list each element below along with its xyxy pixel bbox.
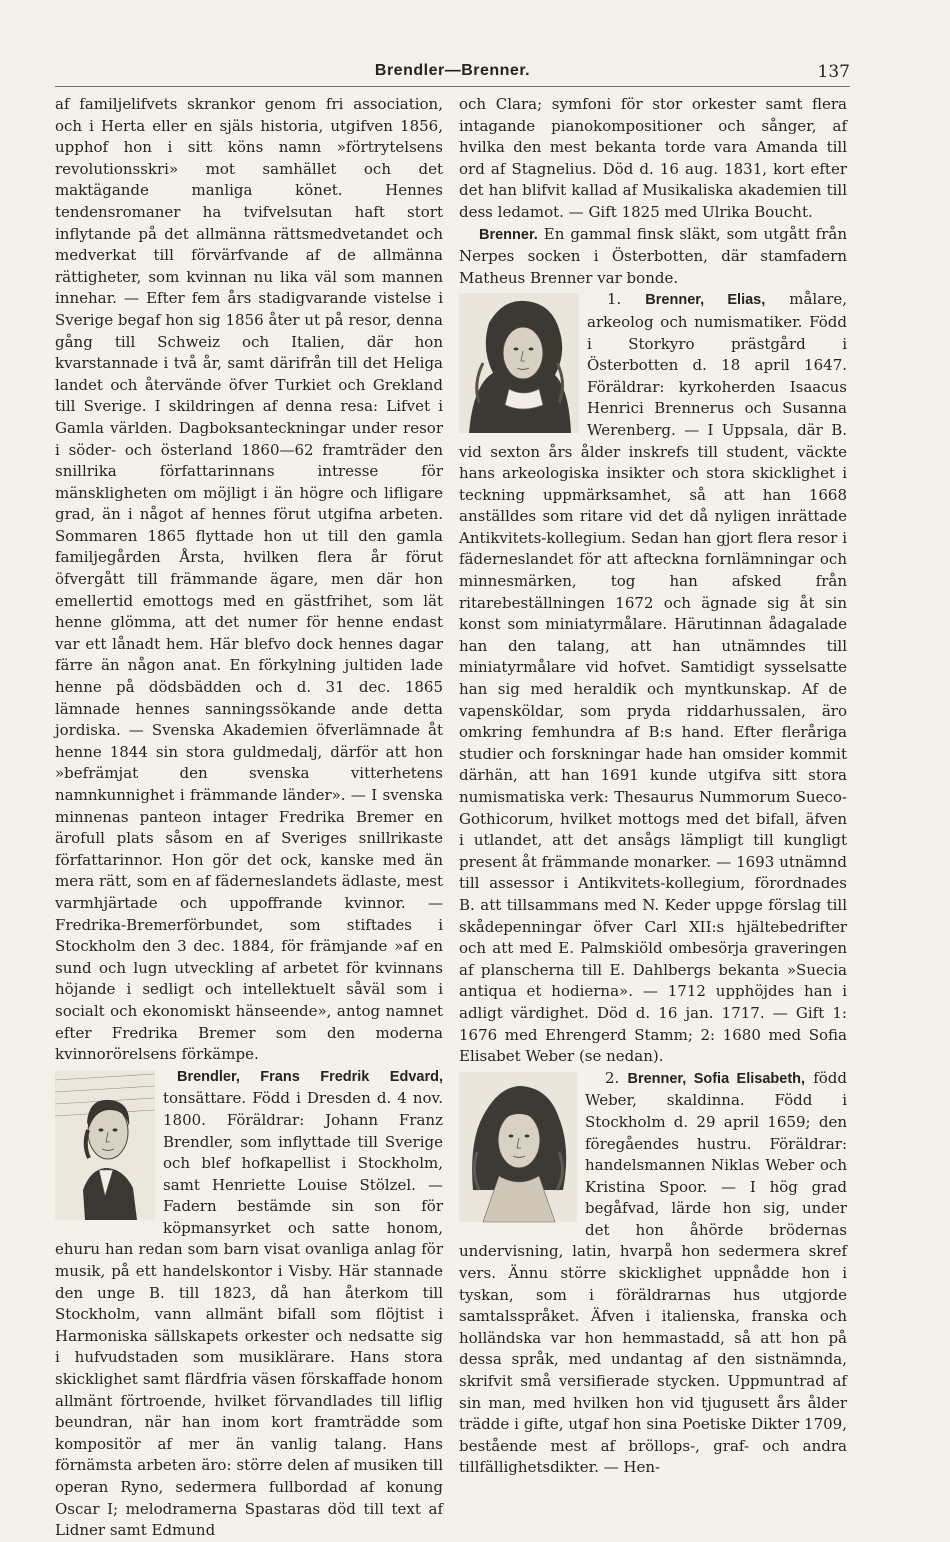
sofia-brenner-entry (459, 1068, 847, 1479)
brenner-family-entry (459, 224, 847, 290)
sofia-entry-number: 2. (605, 1068, 620, 1087)
brenner-family-text: En gammal finsk släkt, som utgått från Nerpes socken i Österbotten, där stamfadern Matheus Brenner var bonde. (459, 224, 847, 287)
brendler-continuation-text: och Clara; symfoni för stor orkester samt flera intagande pianokompositioner och sånger, af hvilka den mest bekanta torde vara Amanda till ord af Stagnelius. Död d. 16 aug. 1831, kort efter det han blifvit kallad af Musikaliska akademien till dess ledamot. — Gift 1825 med Ulrika Boucht. (459, 95, 847, 221)
elias-entry-number: 1. (607, 290, 622, 309)
elias-brenner-text: målare, arkeolog och numismatiker. Född i Storkyro prästgård i Österbotten d. 18 april 1647. Föräldrar: kyrkoherden Isaacus Henrici Brennerus och Susanna Werenberg. — I Uppsala, där B. vid sexton års ålder inskrefs till student, väckte hans arkeologiska insikter och stora skicklighet i teckning uppmärksamhet, så att han 1668 anställdes som ritare vid det då nyligen inrättade Antikvitets-kollegium. Sedan han gjort flera resor i fäderneslandet för att afteckna fornlämningar och minnesmärken, tog han afsked från ritarebeställningen 1672 och ägnade sig åt sin konst som miniatyrmålare. Härutinnan ådagalade han den talang, att han utnämndes till miniatyrmålare vid hofvet. Samtidigt sysselsatte han sig med heraldik och myntkunskap. Af de vapensköldar, som pryda riddarhussalen, äro omkring femhundra af B:s hand. Efter fleråriga studier och forskningar hade han omsider kommit därhän, att han 1691 kunde utgifva sitt stora numismatiska verk: Thesaurus Nummorum Sueco-Gothicorum, hvilket mottogs med det bifall, äfven i utlandet, att det ansågs lämpligt till kungligt present åt främmande monarker. — 1693 utnämnd till assessor i Antikvitets-kollegium, förordnades B. att tillsammans med N. Keder uppge förslag till skådepenningar öfver Carl XII:s hjältebedrifter och att med E. Palmskiöld ombesörja graveringen af planscherna till E. Dahlbergs bekanta »Suecia antiqua et hodierna». — 1712 upphöjdes han i adligt värdighet. Död d. 16 jan. 1717. — Gift 1: 1676 med Ehrengerd Stamm; 2: 1680 med Sofia Elisabet Weber (se nedan). (459, 290, 847, 1066)
brenner-family-heading: Brenner. (479, 226, 538, 243)
sofia-brenner-heading: Brenner, Sofia Elisabeth, (627, 1070, 806, 1087)
page-number: 137 (817, 62, 850, 82)
elias-brenner-heading: Brenner, Elias, (645, 292, 766, 309)
right-column (459, 94, 847, 1477)
elias-brenner-portrait (459, 293, 579, 433)
header-rule (55, 86, 850, 87)
bremer-continuation-text: af familjelifvets skrankor genom fri association, och i Herta eller en själs historia, utgifven 1856, upphof hon i sitt köns namn »förtrytelsens revolutionsskri» mot samhället och det maktägande manliga könet. Hennes tendensromaner ha tvifvelsutan haft stort inflytande på det allmänna rättsmedvetandet och medverkat till förvärfvande af de allmänna rättigheter, som kvinnan nu lika väl som mannen innehar. — Efter fem års stadigvarande vistelse i Sverige begaf hon sig 1856 åter ut på resor, denna gång till Schweiz och Italien, där hon kvarstannade i två år, samt därifrån till det Heliga landet och återvände öfver Turkiet och Grekland till Sverige. I skildringen af denna resa: Lifvet i Gamla världen. Dagboksanteckningar under resor i söder- och österland 1860—62 framträder den snillrika författarinnans intresse för mänskligheten om möjligt i än högre och lifligare grad, än i något af hennes förut utgifna arbeten. Sommaren 1865 flyttade hon ut till den gamla familjegården Årsta, hvilken flera år förut öfvergått till främmande ägare, men där hon emellertid emottogs med en gästfrihet, som lät henne glömma, att det numer för henne endast var ett lånadt hem. Här blefvo dock hennes dagar färre än någon anat. En förkylning jultiden lade henne på dödsbädden och d. 31 dec. 1865 lämnade hennes sanningssökande ande detta jordiska. — Svenska Akademien öfverlämnade åt henne 1844 sin stora guldmedalj, därför att hon »befrämjat den svenska vitterhetens namnkunnighet i främmande länder». — I svenska minnenas panteon intager Fredrika Bremer en ärofull plats såsom en af Sveriges snillrikaste författarinnor. Hon gör det ock, kanske med än mera rätt, som en af fäderneslandets ädlaste, mest varmhjärtade och uppoffrande kvinnor. — Fredrika-Bremerförbundet, som stiftades i Stockholm den 3 dec. 1884, för främjande »af en sund och lugn utveckling af arbetet för kvinnans höjande i sedligt och intellektuelt såväl som i socialt och ekonomiskt hänseende», antog namnet efter Fredrika Bremer som den moderna kvinnorörelsens förkämpe. (55, 95, 443, 1064)
brendler-portrait (55, 1070, 155, 1220)
sofia-brenner-portrait-engraving (459, 1072, 577, 1222)
sofia-brenner-text: född Weber, skaldinna. Född i Stockholm d. 29 april 1659; den föregåendes hustru. Föräldrar: handelsmannen Niklas Weber och Kristina Spoor. — I hög grad begåfvad, lärde hon sig, under det hon åhörde brödernas undervisning, latin, hvarpå hon sedermera skref vers. Ännu större skicklighet uppnådde hon i tyskan, som i föräldrarnas hus utgjorde samtalsspråket. Äfven i italienska, franska och holländska var hon hemmastadd, så att hon på dessa språk, med undantag af den sistnämnda, skrifvit små versifierade stycken. Uppmuntrad af sin man, med hvilken hon vid tjugusett års ålder trädde i gifte, utgaf hon sina Poetiske Dikter 1709, bestående mest af bröllops-, graf- och andra tillfällighetsdikter. — Hen- (459, 1068, 847, 1477)
brendler-portrait-engraving (55, 1070, 155, 1220)
running-head: Brendler—Brenner. (374, 62, 531, 79)
brendler-entry (55, 1066, 443, 1542)
elias-brenner-portrait-engraving (459, 293, 579, 433)
brendler-heading: Brendler, Frans Fredrik Edvard, (177, 1068, 443, 1085)
sofia-brenner-portrait (459, 1072, 577, 1222)
left-column (55, 94, 443, 1540)
brendler-text: tonsättare. Född i Dresden d. 4 nov. 1800. Föräldrar: Johann Franz Brendler, som inflyttade till Sverige och blef hofkapellist i Stockholm, samt Henriette Louise Stölzel. — Fadern bestämde sin son för köpmansyrket och satte honom, ehuru han redan som barn visat ovanliga anlag för musik, på ett handelskontor i Visby. Här stannade den unge B. till 1823, då han återkom till Stockholm, vann allmänt bifall som flöjtist i Harmoniska sällskapets orkester och nedsatte sig i hufvudstaden som musiklärare. Hans stora skicklighet samt flärdfria väsen förskaffade honom allmänt förtroende, hvilket förvandlades till liflig beundran, när han inom kort framträdde som kompositör af mer än vanlig talang. Hans förnämsta arbeten äro: större delen af musiken till operan Ryno, sedermera fullbordad af konung Oscar I; melodramerna Spastaras död till text af Lidner samt Edmund (55, 1089, 443, 1540)
elias-brenner-entry (459, 289, 847, 1067)
